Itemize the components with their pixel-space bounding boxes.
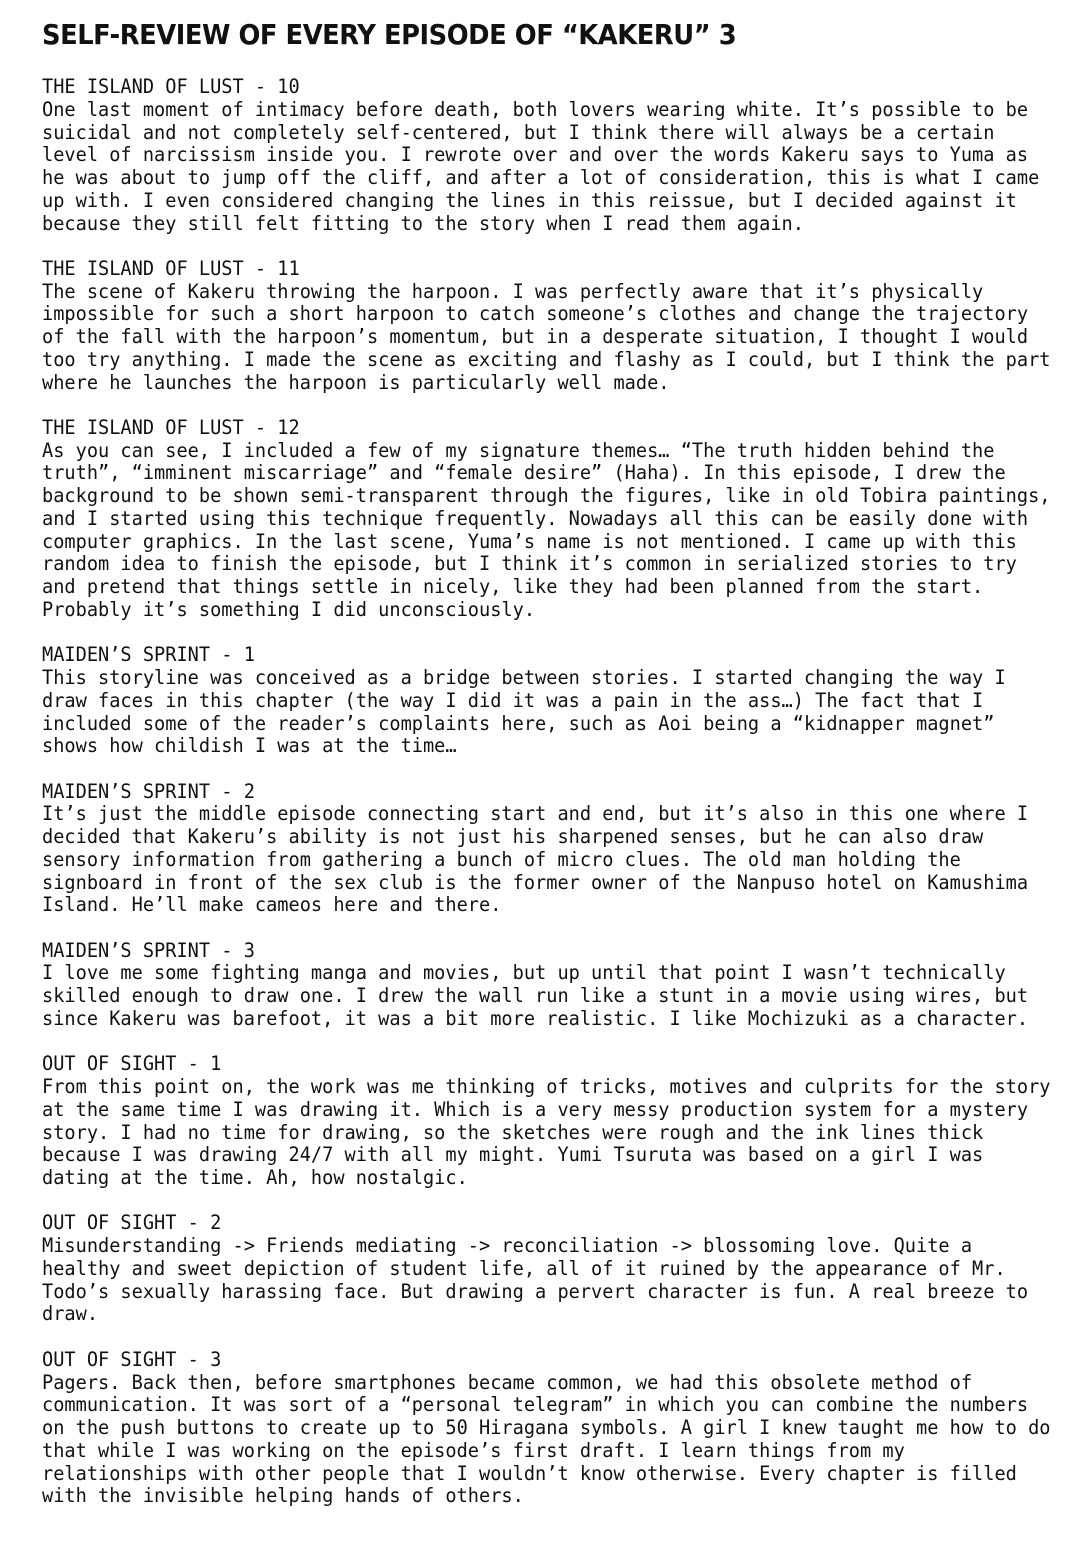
entry-heading: MAIDEN’S SPRINT - 1 [42, 643, 255, 667]
entry-maidens-sprint-1 [42, 644, 1052, 758]
page-title: SELF-REVIEW OF EVERY EPISODE OF “KAKERU” 3 [42, 18, 737, 51]
entry-heading: OUT OF SIGHT - 3 [42, 1347, 222, 1371]
entry-out-of-sight-2 [42, 1212, 1052, 1326]
entry-heading: THE ISLAND OF LUST - 10 [42, 75, 300, 98]
entry-island-of-lust-11 [42, 258, 1052, 395]
entry-body: The scene of Kakeru throwing the harpoon. I was perfectly aware that it’s physically impossible for such a short harpoon to catch someone’s clothes and change the trajectory of the fall with the harpoon’s momentum, but in a desperate situation, I thought I would too try anything. I made the scene as exciting and flashy as I could, but I think the part where he launches the harpoon is particularly well made. [42, 279, 1051, 394]
entry-maidens-sprint-2 [42, 781, 1052, 918]
entry-island-of-lust-10 [42, 76, 1052, 235]
entry-heading: MAIDEN’S SPRINT - 2 [42, 779, 255, 803]
entry-body: One last moment of intimacy before death, both lovers wearing white. It’s possible to be suicidal and not completely self-centered, but I think there will always be a certain level of narcissism inside you. I rewrote over and over the words Kakeru says to Yuma as he was about to jump off the cliff, and after a lot of consideration, this is what I came up with. I even considered changing the lines in this reissue, but I decided against it because they still felt fitting to the story when I read them again. [42, 97, 1040, 235]
entry-maidens-sprint-3 [42, 940, 1052, 1031]
entry-body: It’s just the middle episode connecting start and end, but it’s also in this one where I decided that Kakeru’s ability is not just his sharpened senses, but he can also draw sensory information from gathering a bunch of micro clues. The old man holding the signboard in front of the sex club is the former owner of the Nanpuso hotel on Kamushima Island. He’ll make cameos here and there. [42, 802, 1029, 917]
entry-heading: OUT OF SIGHT - 2 [42, 1211, 222, 1235]
entry-body: Pagers. Back then, before smartphones became common, we had this obsolete method of communication. It was sort of a “personal telegram” in which you can combine the numbers on the push buttons to create up to 50 Hiragana symbols. A girl I knew taught me how to do that while I was working on the episode’s first draft. I learn things from my relationships with other people that I wouldn’t know otherwise. Every chapter is filled with the invisible helping hands of others. [42, 1370, 1051, 1508]
entry-heading: OUT OF SIGHT - 1 [42, 1052, 222, 1076]
entry-heading: THE ISLAND OF LUST - 12 [42, 415, 300, 439]
entry-body: Misunderstanding -> Friends mediating -> reconciliation -> blossoming love. Quite a healthy and sweet depiction of student life, all of it ruined by the appearance of Mr. Todo’s sexually harassing face. But drawing a pervert character is fun. A real breeze to draw. [42, 1234, 1029, 1326]
entry-out-of-sight-1 [42, 1053, 1052, 1190]
entry-island-of-lust-12 [42, 417, 1052, 622]
entry-body: I love me some fighting manga and movies, but up until that point I wasn’t technically skilled enough to draw one. I drew the wall run like a stunt in a movie using wires, but since Kakeru was barefoot, it was a bit more realistic. I like Mochizuki as a character. [42, 961, 1029, 1030]
entry-heading: MAIDEN’S SPRINT - 3 [42, 938, 255, 962]
entry-out-of-sight-3 [42, 1349, 1052, 1508]
entry-body: As you can see, I included a few of my signature themes… “The truth hidden behind the truth”, “imminent miscarriage” and “female desire” (Haha). In this episode, I drew the background to be shown semi-transparent through the figures, like in old Tobira paintings, and I started using this technique frequently. Nowadays all this can be easily done with computer graphics. In the last scene, Yuma’s name is not mentioned. I came up with this random idea to finish the episode, but I think it’s common in serialized stories to try and pretend that things settle in nicely, like they had been planned from the start. Probably it’s something I did unconsciously. [42, 438, 1051, 621]
entry-heading: THE ISLAND OF LUST - 11 [42, 256, 300, 280]
entry-body: From this point on, the work was me thinking of tricks, motives and culprits for the story at the same time I was drawing it. Which is a very messy production system for a mystery story. I had no time for drawing, so the sketches were rough and the ink lines thick because I was drawing 24/7 with all my might. Yumi Tsuruta was based on a girl I was dating at the time. Ah, how nostalgic. [42, 1075, 1051, 1190]
entry-body: This storyline was conceived as a bridge between stories. I started changing the way I draw faces in this chapter (the way I did it was a pain in the ass…) The fact that I included some of the reader’s complaints here, such as Aoi being a “kidnapper magnet” shows how childish I was at the time… [42, 666, 1006, 758]
